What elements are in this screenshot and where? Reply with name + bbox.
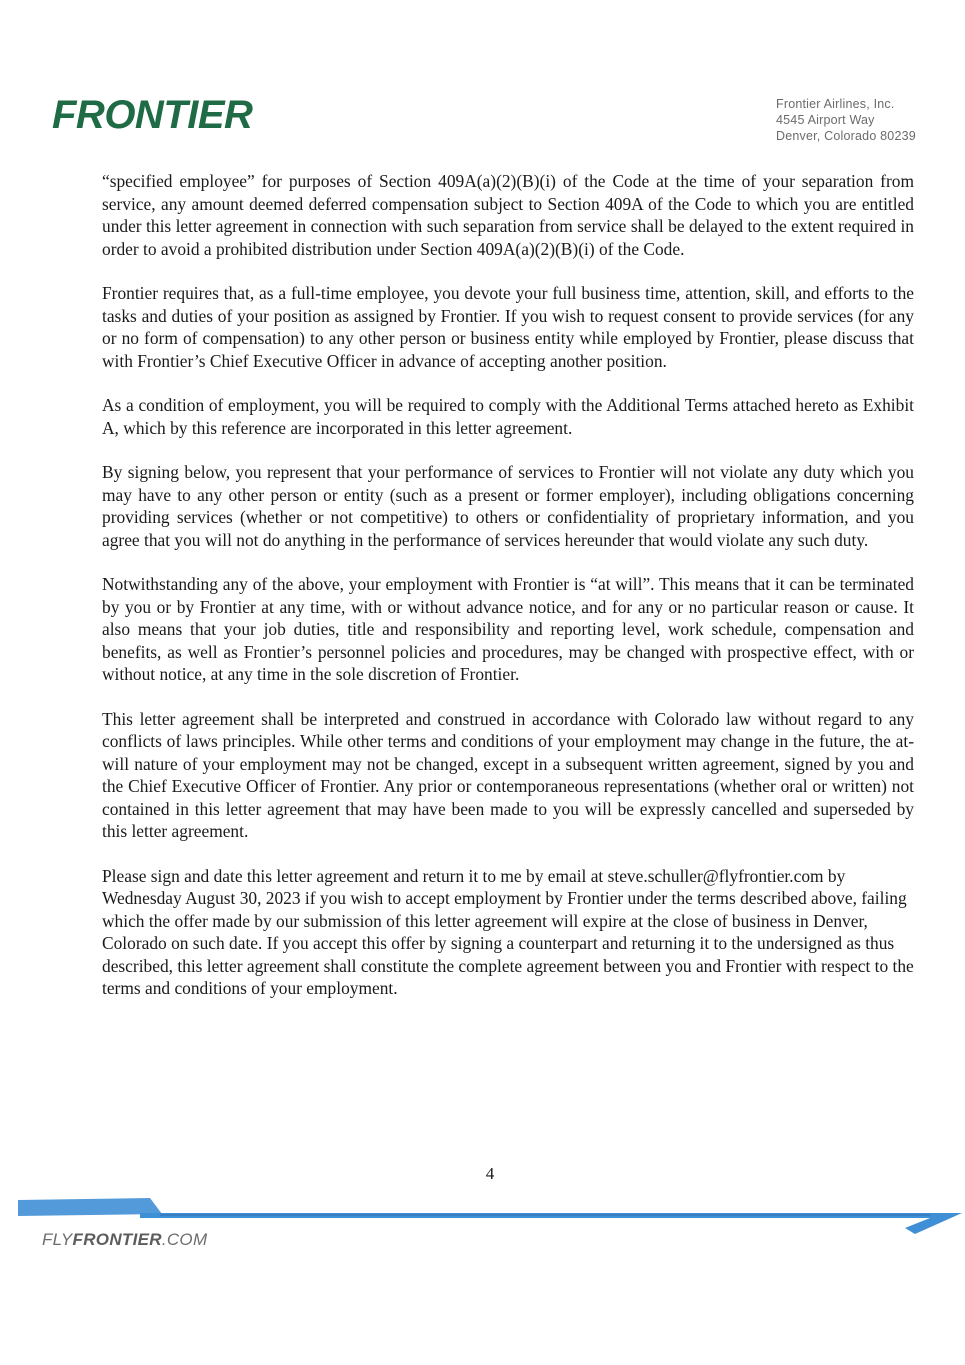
letter-body: [102, 170, 914, 1000]
company-address: [776, 96, 916, 144]
address-line: 4545 Airport Way: [776, 113, 875, 127]
paragraph-full-time: Frontier requires that, as a full-time employee, you devote your full business time, attention, skill, and efforts to the tasks and duties of your position as assigned by Frontier. If you wish to request consent to provide services (for any or no form of compensation) to any other person or business entity while employed by Frontier, please discuss that with Frontier’s Chief Executive Officer in advance of accepting another position.: [102, 283, 914, 371]
page-number: 4: [485, 1164, 495, 1183]
footer-url-suffix: .COM: [161, 1230, 208, 1249]
paragraph-representation: By signing below, you represent that your performance of services to Frontier will not violate any duty which you may have to any other person or entity (such as a present or former employer), including obligations concerning providing services (whether or not competitive) to others or confidentiality of proprietary information, and you agree that you will not do anything in the performance of services hereunder that would violate any such duty.: [102, 462, 914, 550]
logo-wordmark: FRONTIER: [52, 93, 253, 134]
address-line: Denver, Colorado 80239: [776, 129, 916, 143]
paragraph-at-will: Notwithstanding any of the above, your employment with Frontier is “at will”. This means that it can be terminated by you or by Frontier at any time, with or without advance notice, and for any or no particular reason or cause. It also means that your job duties, title and responsibility and reporting level, work schedule, compensation and benefits, as well as Frontier’s personnel policies and procedures, may be changed with prospective effect, with or without notice, at any time in the sole discretion of Frontier.: [102, 574, 914, 684]
paragraph-governing-law: This letter agreement shall be interpreted and construed in accordance with Colorado law without regard to any conflicts of laws principles. While other terms and conditions of your employment may change in the future, the at-will nature of your employment may not be changed, except in a subsequent written agreement, signed by you and the Chief Executive Officer of Frontier. Any prior or contemporaneous representations (whether oral or written) not contained in this letter agreement that may have been made to you will be expressly cancelled and superseded by this letter agreement.: [102, 708, 914, 841]
paragraph-acceptance: Please sign and date this letter agreement and return it to me by email at steve.schuller@flyfrontier.com by Wednesday August 30, 2023 if you wish to accept employment by Frontier under the terms described above, failing which the offer made by our submission of this letter agreement will expire at the close of business in Denver, Colorado on such date. If you accept this offer by signing a counterpart and returning it to the undersigned as thus described, this letter agreement shall constitute the complete agreement between you and Frontier with respect to the terms and conditions of your employment.: [102, 865, 914, 998]
footer-url-brand: FRONTIER: [72, 1230, 162, 1249]
frontier-logo: [52, 92, 292, 134]
paragraph-section-409a: “specified employee” for purposes of Section 409A(a)(2)(B)(i) of the Code at the time of your separation from service, any amount deemed deferred compensation subject to Section 409A of the Code to which you are entitled under this letter agreement in connection with such separation from service shall be delayed to the extent required in order to avoid a prohibited distribution under Section 409A(a)(2)(B)(i) of the Code.: [102, 171, 914, 259]
footer-website: [42, 1230, 207, 1250]
address-line: Frontier Airlines, Inc.: [776, 97, 895, 111]
paragraph-additional-terms: As a condition of employment, you will be required to comply with the Additional Terms attached hereto as Exhibit A, which by this reference are incorporated in this letter agreement.: [102, 395, 914, 438]
footer-url-prefix: FLY: [42, 1230, 73, 1249]
